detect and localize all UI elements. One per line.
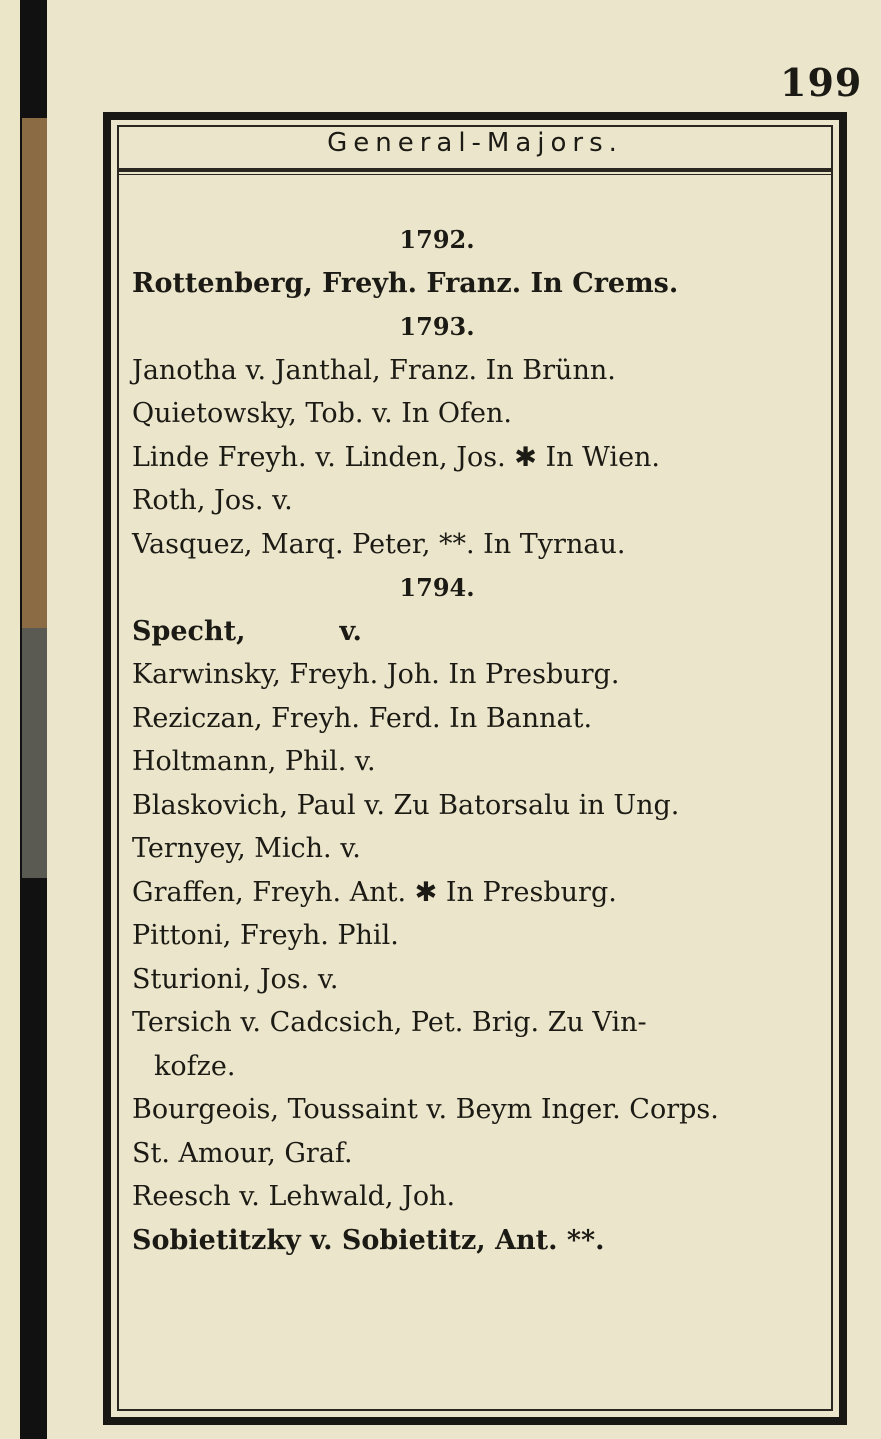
list-item: Pittoni, Freyh. Phil. [132, 920, 399, 951]
previous-page-edge [0, 0, 20, 1439]
list-item: Bourgeois, Toussaint v. Beym Inger. Corps. [132, 1094, 719, 1125]
year-heading: 1793. [399, 312, 475, 341]
list-item: Linde Freyh. v. Linden, Jos. ✱ In Wien. [132, 441, 661, 473]
list-item: Tersich v. Cadcsich, Pet. Brig. Zu Vin- [132, 1007, 647, 1038]
list-item: Quietowsky, Tob. v. In Ofen. [132, 398, 512, 429]
list-item: Blaskovich, Paul v. Zu Batorsalu in Ung. [132, 789, 680, 821]
list-item: Reesch v. Lehwald, Joh. [132, 1181, 456, 1212]
list-item: Vasquez, Marq. Peter, **. In Tyrnau. [132, 528, 626, 560]
binding-stain [22, 118, 47, 628]
year-heading: 1792. [399, 225, 475, 254]
list-item: St. Amour, Graf. [132, 1137, 353, 1169]
list-item: Sobietitzky v. Sobietitz, Ant. **. [132, 1224, 605, 1256]
list-item: Reziczan, Freyh. Ferd. In Bannat. [132, 702, 593, 734]
entry-list [132, 218, 822, 1262]
list-item: Janotha v. Janthal, Franz. In Brünn. [132, 354, 616, 386]
page-number: 199 [780, 60, 863, 105]
list-item: Sturioni, Jos. v. [132, 963, 339, 995]
binding-shadow [22, 628, 47, 878]
list-item: Rottenberg, Freyh. Franz. In Crems. [132, 267, 679, 299]
section-header: General-Majors. [327, 128, 623, 158]
list-item-continuation: kofze. [154, 1050, 236, 1082]
list-item: Holtmann, Phil. v. [132, 746, 376, 777]
list-item: Ternyey, Mich. v. [132, 833, 361, 864]
list-item: Graffen, Freyh. Ant. ✱ In Presburg. [132, 876, 617, 908]
year-heading: 1794. [399, 573, 475, 602]
list-item: Roth, Jos. v. [132, 485, 293, 516]
list-item: Specht, v. [132, 615, 362, 647]
list-item: Karwinsky, Freyh. Joh. In Presburg. [132, 659, 620, 690]
header-rule-thin [117, 174, 833, 175]
header-rule [117, 168, 833, 172]
